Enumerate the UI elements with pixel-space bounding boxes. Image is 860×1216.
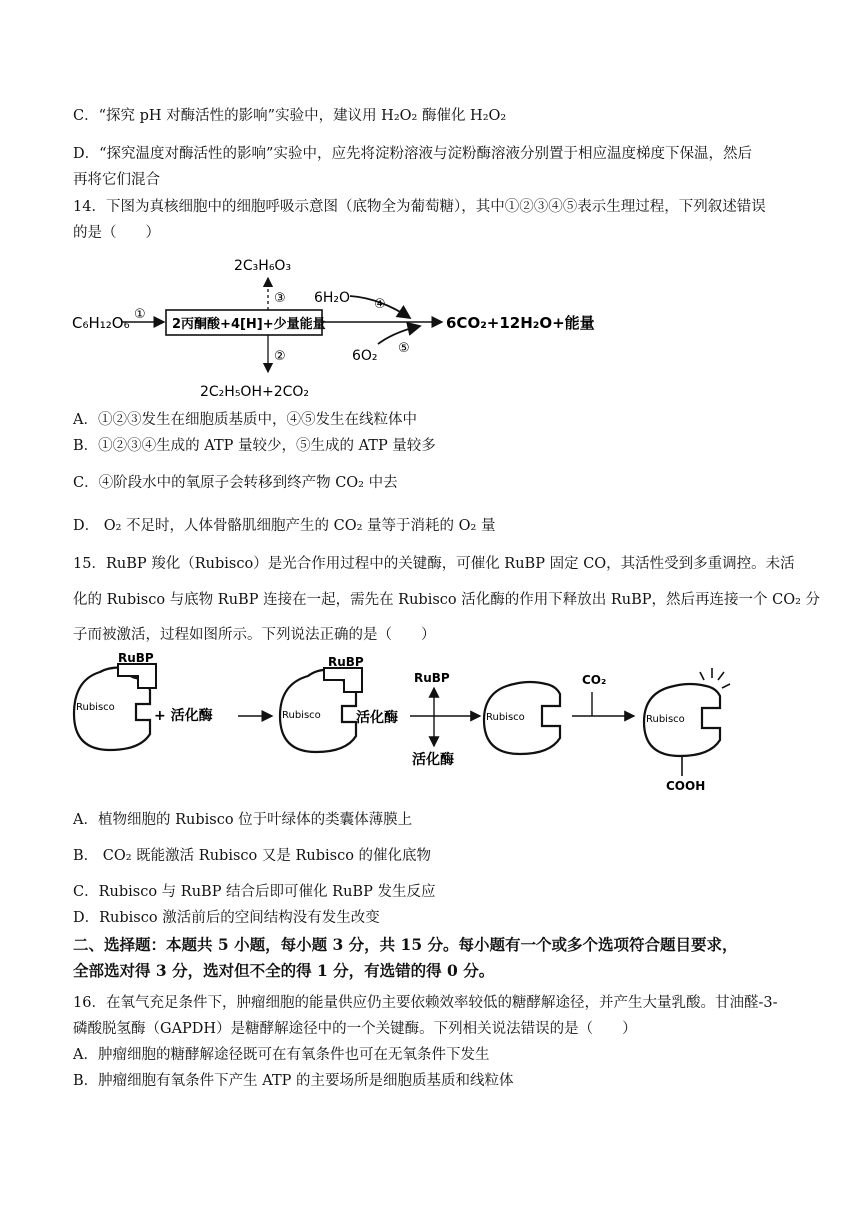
- activase-label-bound: 活化酶: [356, 710, 398, 726]
- q13-option-c: C．“探究 pH 对酶活性的影响”实验中，建议用 H₂O₂ 酶催化 H₂O₂: [73, 108, 507, 124]
- q15-stem-line3: 子而被激活，过程如图所示。下列说法正确的是（ ）: [73, 627, 436, 643]
- q14-stem-line1: 14．下图为真核细胞中的细胞呼吸示意图（底物全为葡萄糖），其中①②③④⑤表示生理过程，下列叙述错误: [73, 199, 766, 215]
- rubisco-activation-diagram: [60, 650, 740, 800]
- q14-option-d: D． O₂ 不足时，人体骨骼肌细胞产生的 CO₂ 量等于消耗的 O₂ 量: [73, 518, 496, 534]
- q15-option-a: A．植物细胞的 Rubisco 位于叶绿体的类囊体薄膜上: [73, 812, 413, 828]
- q13-option-d-line1: D．“探究温度对酶活性的影响”实验中，应先将淀粉溶液与淀粉酶溶液分别置于相应温度梯度下保温，然后: [73, 146, 752, 162]
- rubisco-label-1: Rubisco: [76, 702, 115, 713]
- step-5-label: ⑤: [398, 341, 410, 356]
- q16-stem-line2: 磷酸脱氢酶（GAPDH）是糖酵解途径中的一个关键酶。下列相关说法错误的是（ ）: [73, 1021, 637, 1037]
- pyruvate-box-label: 2丙酮酸+4[H]+少量能量: [172, 317, 326, 332]
- q15-option-d: D．Rubisco 激活前后的空间结构没有发生改变: [73, 910, 380, 926]
- rubisco-label-4: Rubisco: [646, 714, 685, 725]
- q15-option-b: B． CO₂ 既能激活 Rubisco 又是 Rubisco 的催化底物: [73, 848, 432, 864]
- q14-stem-line2: 的是（ ）: [73, 225, 160, 241]
- rubisco-label-2: Rubisco: [282, 710, 321, 721]
- ethanol-label: 2C₂H₅OH+2CO₂: [200, 384, 310, 400]
- glucose-label: C₆H₁₂O₆: [72, 314, 130, 332]
- q13-option-d-line2: 再将它们混合: [73, 172, 160, 188]
- co2-label: CO₂: [582, 673, 607, 687]
- released-rubp-label: RuBP: [414, 671, 450, 685]
- q16-option-a: A．肿瘤细胞的糖酵解途径既可在有氧条件也可在无氧条件下发生: [73, 1047, 490, 1063]
- released-activase-label: 活化酶: [412, 752, 454, 768]
- cooh-label: COOH: [666, 779, 706, 793]
- q16-stem-line1: 16．在氧气充足条件下，肿瘤细胞的能量供应仍主要依赖效率较低的糖酵解途径，并产生大量乳酸。甘油醛-3-: [73, 995, 778, 1011]
- q15-stem-line2: 化的 Rubisco 与底物 RuBP 连接在一起，需先在 Rubisco 活化酶的作用下释放出 RuBP，然后再连接一个 CO₂ 分: [73, 592, 821, 608]
- step-1-label: ①: [134, 307, 146, 322]
- q16-option-b: B．肿瘤细胞有氧条件下产生 ATP 的主要场所是细胞质基质和线粒体: [73, 1073, 514, 1089]
- q14-option-b: B．①②③④生成的 ATP 量较少，⑤生成的 ATP 量较多: [73, 438, 436, 454]
- aerobic-product-label: 6CO₂+12H₂O+能量: [446, 314, 595, 332]
- step-3-label: ③: [274, 291, 286, 306]
- section2-heading-line1: 二、选择题：本题共 5 小题，每小题 3 分，共 15 分。每小题有一个或多个选项符合题目要求，: [73, 935, 738, 954]
- rubisco-label-3: Rubisco: [486, 712, 525, 723]
- q15-stem-line1: 15．RuBP 羧化（Rubisco）是光合作用过程中的关键酶，可催化 RuBP 固定 CO，其活性受到多重调控。未活: [73, 556, 795, 572]
- respiration-diagram: [60, 248, 620, 408]
- step-4-label: ④: [374, 297, 386, 312]
- q14-option-c: C．④阶段水中的氧原子会转移到终产物 CO₂ 中去: [73, 475, 398, 491]
- step-2-label: ②: [274, 349, 286, 364]
- lactate-label: 2C₃H₆O₃: [234, 258, 292, 274]
- section2-heading-line2: 全部选对得 3 分，选对但不全的得 1 分，有选错的得 0 分。: [73, 961, 495, 980]
- oxygen-input-label: 6O₂: [352, 348, 378, 364]
- rubp-label-1: RuBP: [118, 651, 154, 665]
- water-input-label: 6H₂O: [314, 290, 351, 306]
- plus-activase-label: + 活化酶: [154, 708, 213, 724]
- rubp-label-2: RuBP: [328, 655, 364, 669]
- q15-option-c: C．Rubisco 与 RuBP 结合后即可催化 RuBP 发生反应: [73, 884, 436, 900]
- q14-option-a: A．①②③发生在细胞质基质中，④⑤发生在线粒体中: [73, 412, 417, 428]
